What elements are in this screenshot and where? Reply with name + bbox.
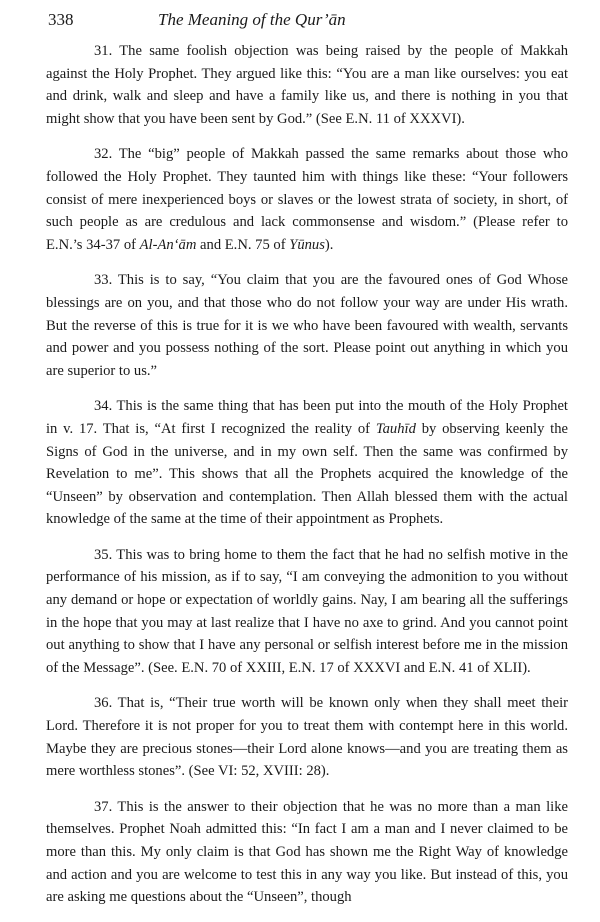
note-text: 37. This is the answer to their objection that he was no more than a man like themselves. Prophet Noah admitted this: “In fact I am a man and I never claimed to be more than this. My only claim is that God has shown me the Right Way of knowledge and action and you are welcome to test this in any way you like. But instead of this, you are asking me questions about the “Unseen”, though xyxy=(46,798,568,906)
note-text: 33. This is to say, “You claim that you are the favoured ones of God Whose blessings are on you, and that those who do not follow your way are under His wrath. But the reverse of this is true for it is we who have been favoured with wealth, servants and power and you possess nothing of the sort. Please point out anything in which you are superior to us.” xyxy=(46,272,568,379)
note-text: 34. This is the same thing that has been put into the mouth of the Holy Prophet in v. 17. That is, “At first I recognized the reality of xyxy=(46,398,568,437)
note-32 xyxy=(46,143,568,256)
note-35 xyxy=(46,544,568,680)
note-text: ). xyxy=(324,236,334,253)
term-tauhid: Tauhīd xyxy=(375,420,416,437)
notes-body xyxy=(46,40,568,922)
note-text: and E.N. 75 of xyxy=(196,236,290,253)
note-34 xyxy=(46,395,568,531)
note-text: by observing keenly the Signs of God in the universe, and in my own self. Then the same was confirmed by Revelation to me”. This shows that all the Prophets acquired the knowledge of the “Unseen” by observation and contemplation. Then Allah blessed them with the actual knowledge of the same at the time of their appointment as Prophets. xyxy=(46,420,568,528)
running-title: The Meaning of the Qur’ān xyxy=(158,10,346,29)
note-text: 35. This was to bring home to them the fact that he had no selfish motive in the performance of his mission, as if to say, “I am conveying the admonition to you without any demand or hope or expectation of worldly gains. Nay, I am bearing all the sufferings in the hope that you may at last realize that I have no axe to grind. And you cannot point out anything to show that I have any personal or selfish interest before me in the mission of the Message”. (See. E.N. 70 of XXIII, E.N. 17 of XXXVI and E.N. 41 of XLII). xyxy=(46,546,568,676)
note-31 xyxy=(46,40,568,130)
note-36 xyxy=(46,692,568,782)
note-text: 32. The “big” people of Makkah passed the same remarks about those who followed the Holy Prophet. They taunted him with things like these: “Your followers consist of mere inexperienced boys or slaves or the lowest strata of society, in short, of such people as are credulous and lack commonsense and wisdom.” (Please refer to E.N.’s 34-37 of xyxy=(46,146,568,253)
page-header xyxy=(48,10,570,36)
surah-name-yunus: Yūnus xyxy=(289,236,325,253)
note-text: 31. The same foolish objection was being raised by the people of Makkah against the Holy Prophet. They argued like this: “You are a man like ourselves: you eat and drink, walk and sleep and have a family like us, and there is nothing in you that might show that you have been sent by God.” (See E.N. 11 of XXXVI). xyxy=(46,43,568,127)
note-text: 36. That is, “Their true worth will be known only when they shall meet their Lord. Therefore it is not proper for you to treat them with contempt here in this world. Maybe they are precious stones—their Lord alone knows—and you are treating them as mere worthless stones”. (See VI: 52, XVIII: 28). xyxy=(46,695,568,780)
surah-name-al-anam: Al-An‘ām xyxy=(139,236,197,253)
page-number: 338 xyxy=(48,10,74,29)
note-33 xyxy=(46,269,568,382)
